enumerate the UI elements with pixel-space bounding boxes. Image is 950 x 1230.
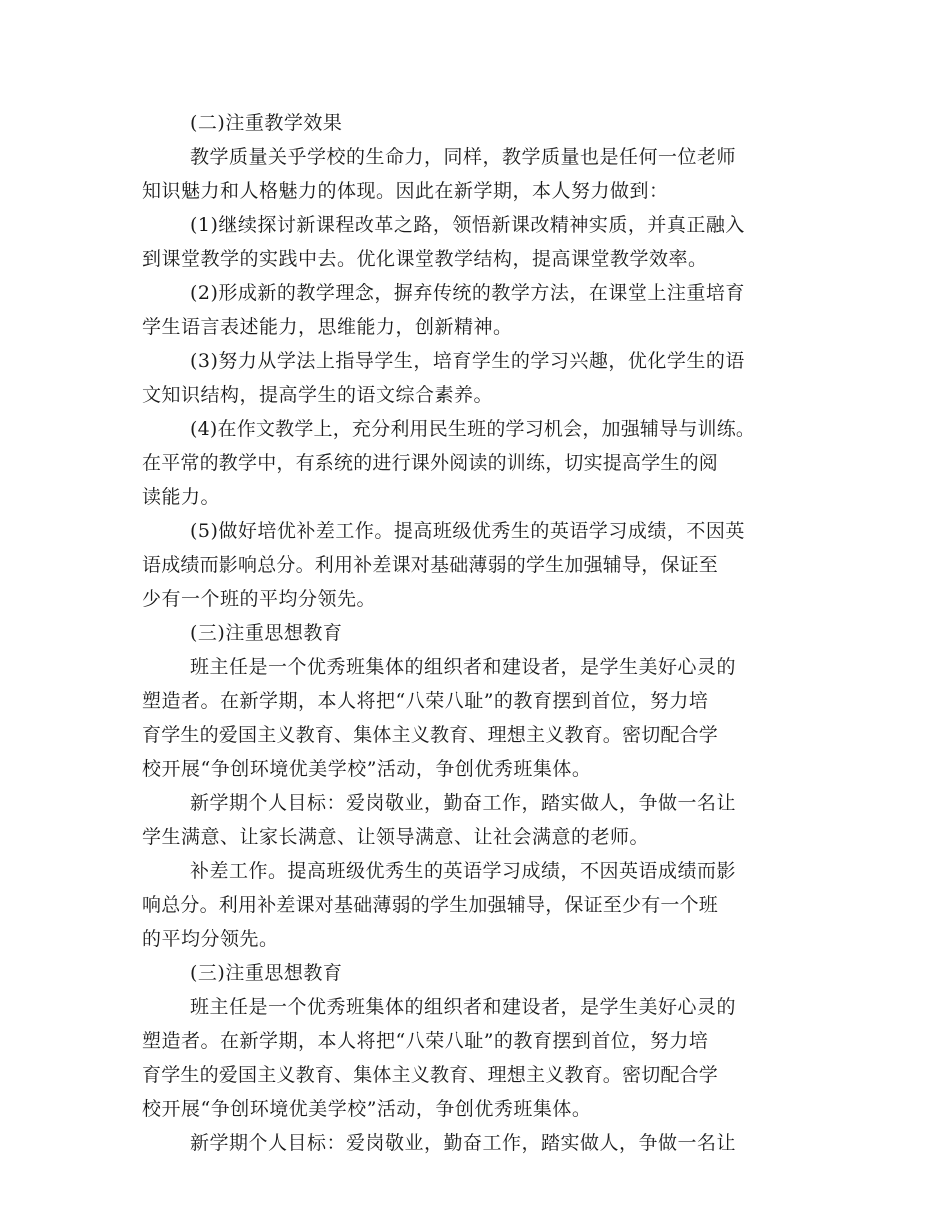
paragraph-line: 学生满意、让家长满意、让领导满意、让社会满意的老师。 [142, 826, 650, 848]
paragraph-line: 班主任是一个优秀班集体的组织者和建设者，是学生美好心灵的 [190, 996, 737, 1018]
list-item-line: 少有一个班的平均分领先。 [142, 588, 377, 610]
paragraph-line: 的平均分领先。 [142, 928, 279, 950]
list-item-line: (4)在作文教学上，充分利用民生班的学习机会，加强辅导与训练。 [190, 418, 756, 440]
list-item-line: 语成绩而影响总分。利用补差课对基础薄弱的学生加强辅导，保证至 [142, 554, 719, 576]
list-item-line: 读能力。 [142, 486, 221, 508]
paragraph-line: 育学生的爱国主义教育、集体主义教育、理想主义教育。密切配合学 [142, 1064, 719, 1086]
section-heading: (二)注重教学效果 [190, 112, 343, 134]
list-item-line: (2)形成新的教学理念，摒弃传统的教学方法，在课堂上注重培育 [190, 282, 745, 304]
paragraph-line: 知识魅力和人格魅力的体现。因此在新学期，本人努力做到： [142, 180, 669, 202]
paragraph-line: 响总分。利用补差课对基础薄弱的学生加强辅导，保证至少有一个班 [142, 894, 719, 916]
list-item-line: (5)做好培优补差工作。提高班级优秀生的英语学习成绩，不因英 [190, 520, 745, 542]
list-item-line: 到课堂教学的实践中去。优化课堂教学结构，提高课堂教学效率。 [142, 248, 708, 270]
section-heading: (三)注重思想教育 [190, 962, 343, 984]
list-item-line: 学生语言表述能力，思维能力，创新精神。 [142, 316, 513, 338]
list-item-line: (3)努力从学法上指导学生，培育学生的学习兴趣，优化学生的语 [190, 350, 745, 372]
paragraph-line: 育学生的爱国主义教育、集体主义教育、理想主义教育。密切配合学 [142, 724, 719, 746]
paragraph-line: 补差工作。提高班级优秀生的英语学习成绩，不因英语成绩而影 [190, 860, 737, 882]
paragraph-line: 塑造者。在新学期，本人将把“八荣八耻”的教育摆到首位，努力培 [142, 1030, 709, 1052]
paragraph-line: 新学期个人目标：爱岗敬业，勤奋工作，踏实做人，争做一名让 [190, 792, 737, 814]
paragraph-line: 教学质量关乎学校的生命力，同样，教学质量也是任何一位老师 [190, 146, 737, 168]
paragraph-line: 校开展“争创环境优美学校”活动，争创优秀班集体。 [142, 758, 592, 780]
paragraph-line: 班主任是一个优秀班集体的组织者和建设者，是学生美好心灵的 [190, 656, 737, 678]
list-item-line: 在平常的教学中，有系统的进行课外阅读的训练，切实提高学生的阅 [142, 452, 719, 474]
paragraph-line: 新学期个人目标：爱岗敬业，勤奋工作，踏实做人，争做一名让 [190, 1132, 737, 1154]
paragraph-line: 塑造者。在新学期，本人将把“八荣八耻”的教育摆到首位，努力培 [142, 690, 709, 712]
list-item-line: (1)继续探讨新课程改革之路，领悟新课改精神实质，并真正融入 [190, 214, 745, 236]
section-heading: (三)注重思想教育 [190, 622, 343, 644]
list-item-line: 文知识结构，提高学生的语文综合素养。 [142, 384, 494, 406]
document-body [142, 106, 812, 1160]
paragraph-line: 校开展“争创环境优美学校”活动，争创优秀班集体。 [142, 1098, 592, 1120]
